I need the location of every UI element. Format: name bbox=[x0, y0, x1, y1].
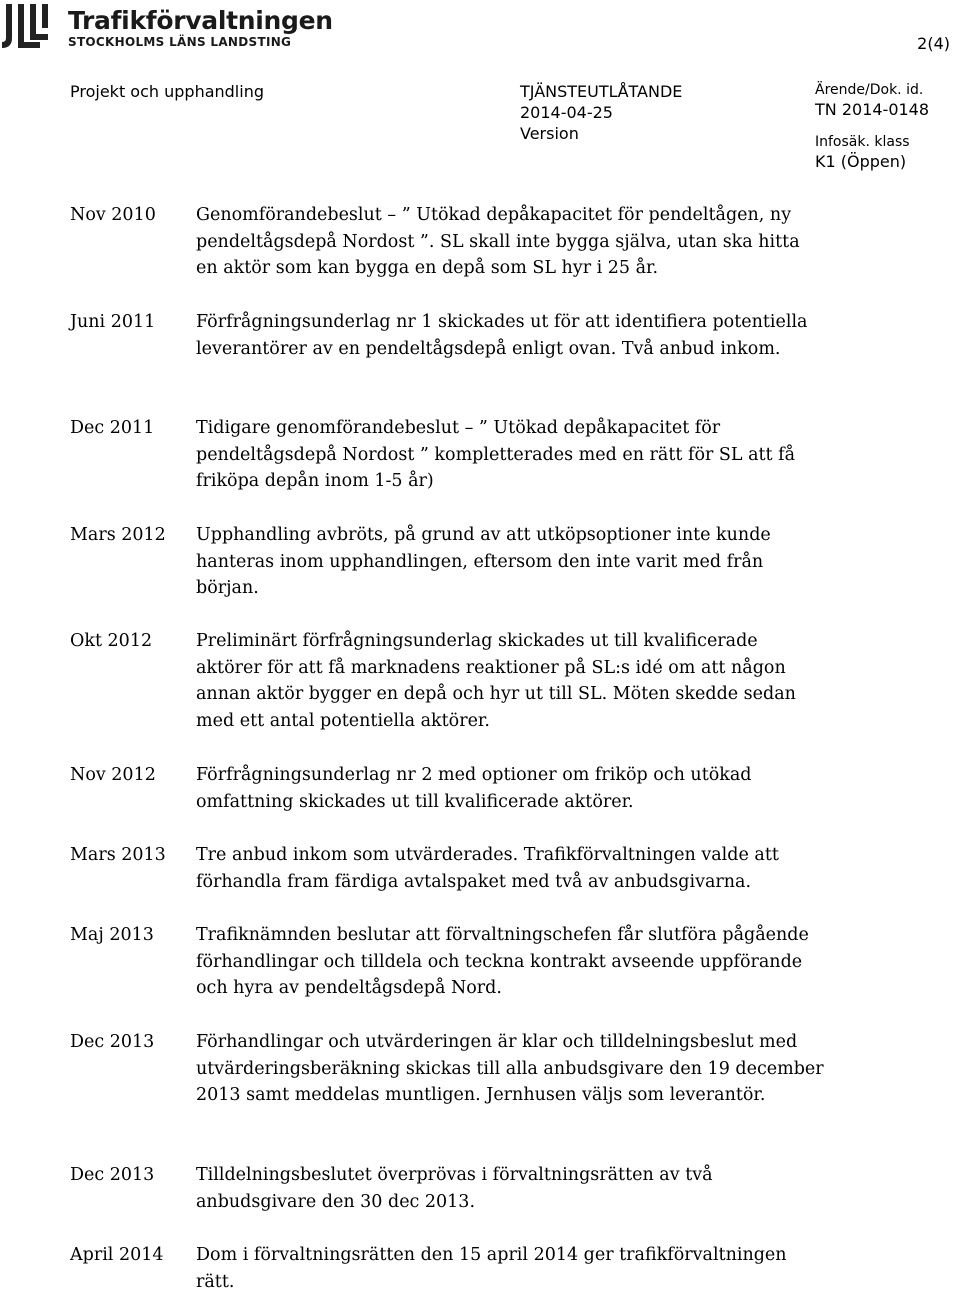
entry-text: Preliminärt förfrågningsunderlag skickades ut till kvalificerade aktörer för att få marknadens reaktioner på SL:s idé om att någon annan aktör bygger en depå och hyr ut till SL. Möten skedde sedan med ett antal potentiella aktörer. bbox=[196, 631, 796, 731]
entry-text: Genomförandebeslut – ” Utökad depåkapacitet för pendeltågen, ny pendeltågsdepå Nordost ”. SL skall inte bygga själva, utan ska hitta en aktör som kan bygga en depå som SL hyr i 25 år. bbox=[196, 205, 800, 278]
classification-value: K1 (Öppen) bbox=[815, 152, 907, 171]
page-number: 2(4) bbox=[917, 34, 950, 53]
entry-date: Mars 2013 bbox=[70, 845, 166, 865]
entry-text: Trafiknämnden beslutar att förvaltningschefen får slutföra pågående förhandlingar och tilldela och teckna kontrakt avseende uppförande och hyra av pendeltågsdepå Nord. bbox=[196, 925, 809, 998]
entry-text: Tilldelningsbeslutet överprövas i förvaltningsrätten av två anbudsgivare den 30 dec 2013. bbox=[196, 1165, 713, 1212]
document-date: 2014-04-25 bbox=[520, 103, 613, 122]
organization-name: Trafikförvaltningen bbox=[68, 6, 333, 35]
entry-text: Dom i förvaltningsrätten den 15 april 2014 ger trafikförvaltningen rätt. bbox=[196, 1245, 787, 1292]
department-label: Projekt och upphandling bbox=[70, 82, 264, 101]
entry-text: Förfrågningsunderlag nr 2 med optioner om friköp och utökad omfattning skickades ut till kvalificerade aktörer. bbox=[196, 765, 752, 812]
entry-date: Dec 2013 bbox=[70, 1165, 155, 1185]
entry-text: Förhandlingar och utvärderingen är klar och tilldelningsbeslut med utvärderingsberäkning skickas till alla anbudsgivare den 19 december 2013 samt meddelas muntligen. Jernhusen väljs som leverantör. bbox=[196, 1032, 824, 1105]
entry-date: Dec 2011 bbox=[70, 418, 155, 438]
logo-mark-icon bbox=[2, 2, 64, 50]
entry-text: Tidigare genomförandebeslut – ” Utökad depåkapacitet för pendeltågsdepå Nordost ” kompletterades med en rätt för SL att få friköpa depån inom 1-5 år) bbox=[196, 418, 796, 491]
entry-date: Mars 2012 bbox=[70, 525, 166, 545]
organization-subtitle: STOCKHOLMS LÄNS LANDSTING bbox=[68, 35, 292, 49]
entry-date: Juni 2011 bbox=[70, 312, 156, 332]
entry-date: Dec 2013 bbox=[70, 1032, 155, 1052]
organization-logo bbox=[2, 0, 333, 52]
document-type: TJÄNSTEUTLÅTANDE bbox=[520, 82, 683, 101]
version-label: Version bbox=[520, 124, 579, 143]
entry-date: Nov 2012 bbox=[70, 765, 156, 785]
entry-text: Upphandling avbröts, på grund av att utköpsoptioner inte kunde hanteras inom upphandlingen, eftersom den inte varit med från början. bbox=[196, 525, 771, 598]
classification-label: Infosäk. klass bbox=[815, 134, 910, 150]
case-id-label: Ärende/Dok. id. bbox=[815, 82, 924, 98]
entry-date: April 2014 bbox=[70, 1245, 164, 1265]
entry-date: Maj 2013 bbox=[70, 925, 154, 945]
entry-date: Okt 2012 bbox=[70, 631, 153, 651]
entry-date: Nov 2010 bbox=[70, 205, 156, 225]
entry-text: Tre anbud inkom som utvärderades. Trafikförvaltningen valde att förhandla fram färdiga avtalspaket med två av anbudsgivarna. bbox=[196, 845, 779, 892]
entry-text: Förfrågningsunderlag nr 1 skickades ut för att identifiera potentiella leverantörer av en pendeltågsdepå enligt ovan. Två anbud inkom. bbox=[196, 312, 808, 359]
case-id: TN 2014-0148 bbox=[815, 100, 930, 119]
